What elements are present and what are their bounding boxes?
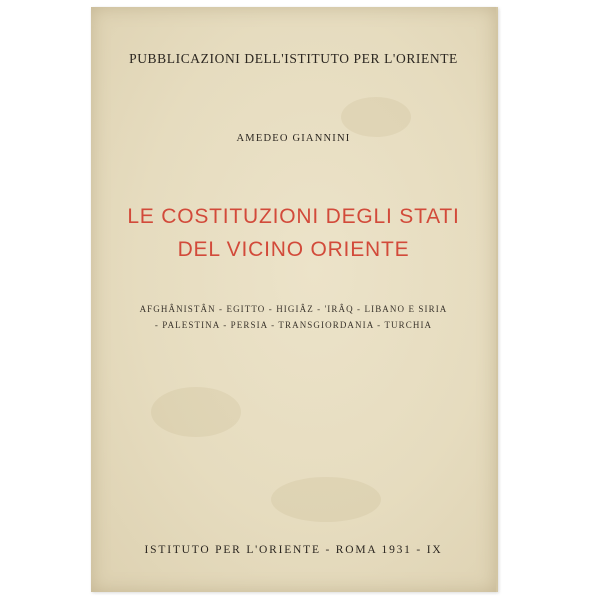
publisher-imprint: ISTITUTO PER L'ORIENTE - ROMA 1931 - IX [144,544,443,556]
book-title-line-2: DEL VICINO ORIENTE [177,238,410,261]
author-name: AMEDEO GIANNINI [236,133,351,144]
series-title: PUBBLICAZIONI DELL'ISTITUTO PER L'ORIENTE [129,51,458,66]
paper-stain [151,387,241,437]
book-cover [91,7,498,592]
paper-stain [271,477,381,522]
paper-stain [341,97,411,137]
book-title-line-1: LE COSTITUZIONI DEGLI STATI [127,205,460,228]
countries-list-line-2: - PALESTINA - PERSIA - TRANSGIORDANIA - TURCHIA [154,320,433,330]
countries-list-line-1: AFGHÂNISTÂN - EGITTO - HIGIÂZ - 'IRÂQ - LIBANO E SIRIA [139,304,448,314]
